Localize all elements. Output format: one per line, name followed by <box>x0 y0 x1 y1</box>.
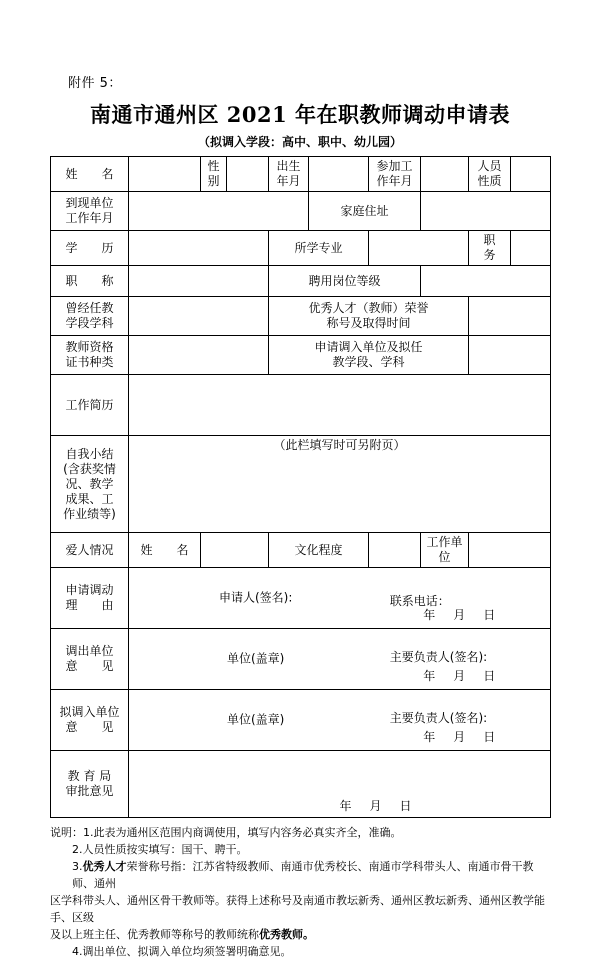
table-row <box>51 231 551 266</box>
apply-unit-label: 申请调入单位及拟任 教学段、学科 <box>269 336 469 375</box>
page-subtitle: （拟调入学段：高中、职中、幼儿园） <box>197 135 402 149</box>
out-unit-label: 调出单位 意 见 <box>51 629 129 690</box>
in-unit-date-label: 年 月 日 <box>423 730 499 745</box>
note-3-prefix: 3. <box>72 860 83 874</box>
education-value[interactable] <box>129 231 269 266</box>
spouse-unit-label: 工作单位 <box>421 533 469 568</box>
note-line-3 <box>50 858 550 892</box>
taught-subject-value[interactable] <box>129 297 269 336</box>
in-unit-leader-label: 主要负责人(签名): <box>389 711 488 726</box>
name-label: 姓 名 <box>51 157 129 192</box>
education-label: 学 历 <box>51 231 129 266</box>
table-row <box>51 629 551 690</box>
table-row <box>51 690 551 751</box>
current-unit-value[interactable] <box>129 192 309 231</box>
taught-subject-label: 曾经任教 学段学科 <box>51 297 129 336</box>
cert-type-label: 教师资格 证书种类 <box>51 336 129 375</box>
major-value[interactable] <box>369 231 469 266</box>
in-unit-seal-label: 单位(盖章) <box>227 712 285 727</box>
honor-label: 优秀人才（教师）荣誉 称号及取得时间 <box>269 297 469 336</box>
note-3-mid: 荣誉称号指：江苏省特级教师、南通市优秀校长、南通市学科带头人、南通市骨干教师、通州 <box>72 860 534 891</box>
post-grade-label: 聘用岗位等级 <box>269 266 421 297</box>
major-label: 所学专业 <box>269 231 369 266</box>
note-line-3-cont: 区学科带头人、通州区骨干教师等。获得上述称号及南通市教坛新秀、通州区教坛新秀、通州区教学能手、区级 <box>50 894 545 925</box>
title-label: 职 称 <box>51 266 129 297</box>
reason-label: 申请调动 理 由 <box>51 568 129 629</box>
apply-unit-value[interactable] <box>469 336 551 375</box>
attachment-number: 附件 5： <box>68 76 122 91</box>
bureau-value[interactable] <box>129 751 551 818</box>
note-line-1: 说明：1.此表为通州区范围内商调使用，填写内容务必真实齐全，准确。 <box>50 826 402 839</box>
out-unit-seal-label: 单位(盖章) <box>227 651 285 666</box>
spouse-education-label: 文化程度 <box>269 533 369 568</box>
title-value[interactable] <box>129 266 269 297</box>
table-row <box>51 297 551 336</box>
table-row <box>51 568 551 629</box>
self-summary-label: 自我小结 (含获奖情 况、教学 成果、工 作业绩等) <box>51 436 129 533</box>
table-row <box>51 157 551 192</box>
table-row <box>51 375 551 436</box>
gender-label: 性 别 <box>201 157 227 192</box>
table-row <box>51 266 551 297</box>
out-unit-date-label: 年 月 日 <box>423 669 499 684</box>
birth-label: 出生 年月 <box>269 157 309 192</box>
note-3-cont2-text: 及以上班主任、优秀教师等称号的教师统称 <box>50 928 259 942</box>
current-unit-label: 到现单位 工作年月 <box>51 192 129 231</box>
work-resume-label: 工作简历 <box>51 375 129 436</box>
spouse-education-value[interactable] <box>369 533 421 568</box>
table-row <box>51 751 551 818</box>
birth-value[interactable] <box>309 157 369 192</box>
home-address-label: 家庭住址 <box>309 192 421 231</box>
table-row <box>51 436 551 533</box>
honor-value[interactable] <box>469 297 551 336</box>
spouse-unit-value[interactable] <box>469 533 551 568</box>
reason-value[interactable] <box>129 568 551 629</box>
spouse-name-label: 姓 名 <box>129 533 201 568</box>
applicant-signature-label: 申请人(签名): <box>218 590 293 605</box>
gender-value[interactable] <box>227 157 269 192</box>
note-line-4: 4.调出单位、拟调入单位均须签署明确意见。 <box>72 945 292 959</box>
out-unit-leader-label: 主要负责人(签名): <box>389 650 488 665</box>
work-start-label: 参加工 作年月 <box>369 157 421 192</box>
spouse-name-value[interactable] <box>201 533 269 568</box>
bureau-date-label: 年 月 日 <box>339 798 415 813</box>
note-line-3-cont2 <box>50 926 550 943</box>
self-summary-value[interactable] <box>129 436 551 533</box>
in-unit-label: 拟调入单位 意 见 <box>51 690 129 751</box>
page-title: 南通市通州区 2021 年在职教师调动申请表 <box>89 102 511 127</box>
out-unit-value[interactable] <box>129 629 551 690</box>
note-line-2: 2.人员性质按实填写：国干、聘干。 <box>72 843 248 857</box>
post-grade-value[interactable] <box>421 266 551 297</box>
spouse-label: 爱人情况 <box>51 533 129 568</box>
reason-date-label: 年 月 日 <box>423 608 499 623</box>
in-unit-value[interactable] <box>129 690 551 751</box>
home-address-value[interactable] <box>421 192 551 231</box>
name-value[interactable] <box>129 157 201 192</box>
position-label: 职 务 <box>469 231 511 266</box>
work-start-value[interactable] <box>421 157 469 192</box>
work-resume-value[interactable] <box>129 375 551 436</box>
notes-section <box>50 824 550 960</box>
table-row <box>51 192 551 231</box>
bureau-label: 教 育 局 审批意见 <box>51 751 129 818</box>
note-3-bold-1: 优秀人才 <box>82 860 127 874</box>
table-row <box>51 533 551 568</box>
self-summary-hint: （此栏填写时可另附页） <box>273 438 406 452</box>
person-type-value[interactable] <box>511 157 551 192</box>
table-row <box>51 336 551 375</box>
cert-type-value[interactable] <box>129 336 269 375</box>
person-type-label: 人员 性质 <box>469 157 511 192</box>
note-3-bold-2: 优秀教师。 <box>259 928 314 942</box>
contact-phone-label: 联系电话： <box>389 593 450 608</box>
application-form-table <box>50 156 551 818</box>
